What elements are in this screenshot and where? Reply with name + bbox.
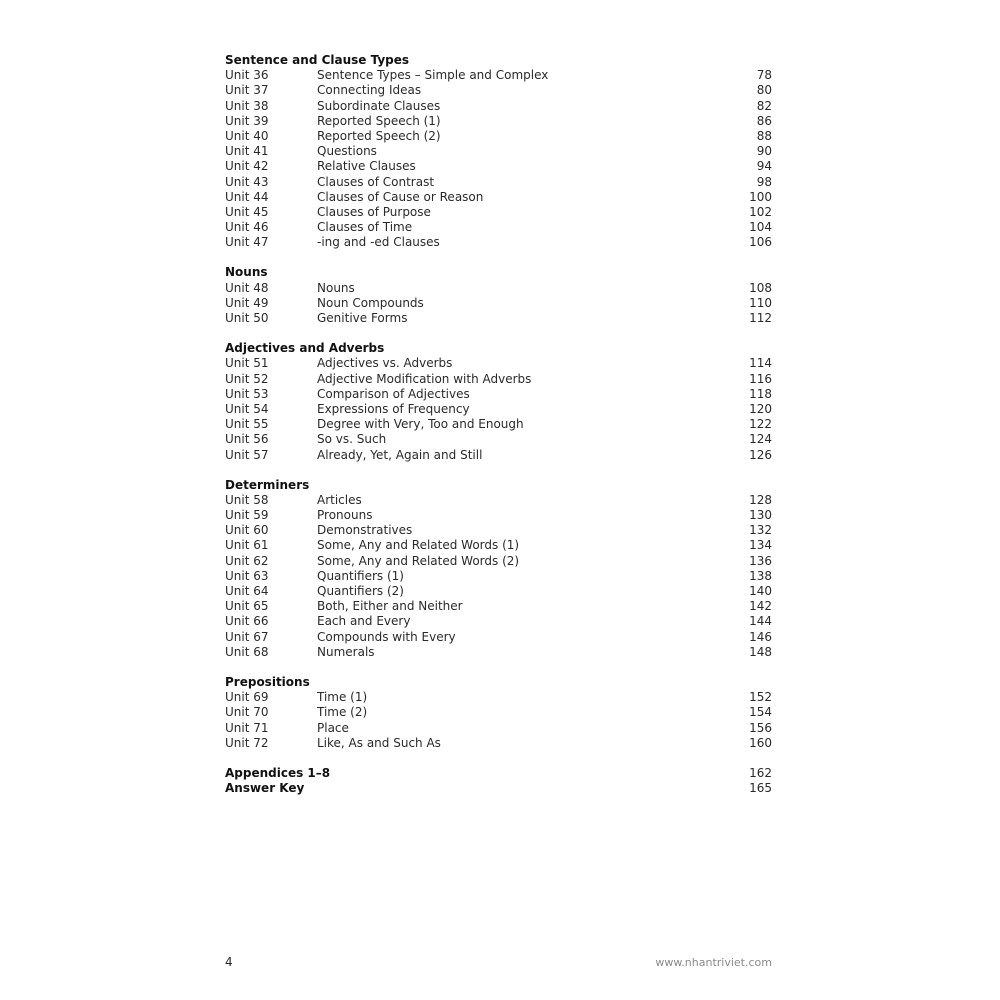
page-number: 110 [749, 295, 772, 310]
toc-entry [225, 129, 772, 144]
page-number: 130 [749, 508, 772, 523]
unit-number: Unit 49 [225, 295, 269, 310]
unit-title: Both, Either and Neither [317, 599, 463, 614]
unit-number: Unit 43 [225, 174, 269, 189]
toc-entry [225, 721, 772, 736]
unit-number: Unit 47 [225, 235, 269, 250]
section-heading: Adjectives and Adverbs [225, 341, 385, 356]
unit-number: Unit 58 [225, 492, 269, 507]
unit-title: Compounds with Every [317, 629, 456, 644]
unit-title: -ing and -ed Clauses [317, 235, 440, 250]
page-number: 100 [749, 189, 772, 204]
toc-entry [225, 296, 772, 311]
toc-entry [225, 311, 772, 326]
unit-title: Clauses of Purpose [317, 204, 431, 219]
unit-number: Unit 41 [225, 144, 269, 159]
page-number: 136 [749, 553, 772, 568]
unit-number: Unit 64 [225, 584, 269, 598]
unit-number: Unit 71 [225, 720, 269, 735]
unit-title: Sentence Types – Simple and Complex [317, 68, 549, 83]
unit-number: Unit 48 [225, 280, 269, 295]
page-number: 120 [749, 401, 772, 416]
unit-number: Unit 57 [225, 447, 269, 462]
unit-title: Questions [317, 144, 377, 159]
unit-number: Unit 40 [225, 128, 269, 143]
section-heading: Sentence and Clause Types [225, 53, 410, 67]
unit-number: Unit 65 [225, 599, 269, 614]
toc-entry [225, 630, 772, 645]
unit-title: Reported Speech (1) [317, 113, 441, 128]
unit-title: Adjective Modification with Adverbs [317, 371, 532, 386]
unit-number: Unit 37 [225, 83, 269, 98]
unit-title: Quantifiers (1) [317, 568, 404, 583]
toc-entry [225, 599, 772, 614]
unit-number: Unit 36 [225, 68, 269, 83]
unit-title: Clauses of Cause or Reason [317, 189, 484, 204]
unit-title: Adjectives vs. Adverbs [317, 356, 453, 371]
page-number: 152 [749, 690, 772, 705]
unit-title: Subordinate Clauses [317, 98, 441, 113]
unit-title: Clauses of Contrast [317, 174, 435, 189]
toc-entry [225, 569, 772, 584]
unit-number: Unit 55 [225, 417, 269, 432]
footer-page-number: 4 [225, 955, 233, 969]
page-number: 156 [749, 720, 772, 735]
page-number: 134 [749, 538, 772, 553]
section-heading: Determiners [225, 477, 310, 492]
page-number: 86 [756, 113, 772, 128]
page-number: 165 [749, 781, 772, 796]
page-number: 160 [749, 735, 772, 750]
unit-number: Unit 54 [225, 401, 269, 416]
toc-section [225, 341, 772, 463]
page-number: 112 [749, 311, 772, 325]
unit-title: So vs. Such [317, 432, 387, 447]
section-heading: Prepositions [225, 674, 310, 689]
page-number: 126 [749, 447, 772, 462]
unit-title: Like, As and Such As [317, 735, 441, 750]
page-number: 140 [749, 584, 772, 598]
toc-entry [225, 281, 772, 296]
unit-title: Time (2) [317, 705, 368, 720]
toc-section [225, 53, 772, 250]
page-number: 162 [749, 765, 772, 780]
unit-title: Numerals [317, 644, 375, 659]
unit-number: Unit 46 [225, 220, 269, 235]
toc-entry [225, 68, 772, 83]
section-heading: Nouns [225, 265, 268, 280]
unit-title: Pronouns [317, 508, 373, 523]
unit-title: Each and Every [317, 614, 411, 629]
unit-title: Already, Yet, Again and Still [317, 447, 483, 462]
toc-entry [225, 705, 772, 720]
unit-number: Unit 63 [225, 568, 269, 583]
unit-number: Unit 59 [225, 508, 269, 523]
toc-end-matter [225, 766, 772, 796]
toc-entry [225, 523, 772, 538]
toc-entry [225, 372, 772, 387]
end-matter-title: Answer Key [225, 781, 305, 796]
page-number: 124 [749, 432, 772, 447]
unit-title: Quantifiers (2) [317, 584, 404, 598]
unit-title: Place [317, 720, 349, 735]
page-number: 102 [749, 204, 772, 219]
toc-entry [225, 99, 772, 114]
toc-section [225, 675, 772, 751]
page-number: 132 [749, 523, 772, 538]
page-number: 80 [756, 83, 772, 98]
unit-title: Comparison of Adjectives [317, 386, 470, 401]
unit-number: Unit 62 [225, 553, 269, 568]
unit-number: Unit 61 [225, 538, 269, 553]
toc-entry [225, 190, 772, 205]
table-of-contents [225, 53, 772, 811]
page-number: 122 [749, 417, 772, 432]
page-number: 98 [756, 174, 772, 189]
toc-entry [225, 356, 772, 371]
toc-entry [225, 554, 772, 569]
toc-entry [225, 493, 772, 508]
toc-entry [225, 508, 772, 523]
page-number: 154 [749, 705, 772, 720]
toc-entry [225, 432, 772, 447]
unit-number: Unit 39 [225, 113, 269, 128]
unit-number: Unit 51 [225, 356, 269, 371]
unit-number: Unit 50 [225, 311, 269, 325]
toc-entry [225, 645, 772, 660]
toc-entry [225, 83, 772, 98]
toc-entry [225, 114, 772, 129]
page-number: 138 [749, 568, 772, 583]
unit-title: Demonstratives [317, 523, 413, 538]
unit-title: Connecting Ideas [317, 83, 422, 98]
toc-entry [225, 690, 772, 705]
unit-title: Genitive Forms [317, 311, 408, 325]
unit-number: Unit 68 [225, 644, 269, 659]
unit-number: Unit 60 [225, 523, 269, 538]
page-number: 82 [756, 98, 772, 113]
page-number: 114 [749, 356, 772, 371]
unit-number: Unit 53 [225, 386, 269, 401]
toc-entry [225, 417, 772, 432]
page-number: 144 [749, 614, 772, 629]
unit-number: Unit 70 [225, 705, 269, 720]
page-number: 94 [756, 159, 772, 174]
page-number: 108 [749, 280, 772, 295]
unit-number: Unit 66 [225, 614, 269, 629]
unit-number: Unit 69 [225, 690, 269, 705]
toc-entry [225, 159, 772, 174]
unit-number: Unit 45 [225, 204, 269, 219]
toc-entry [225, 736, 772, 751]
toc-entry [225, 175, 772, 190]
page-number: 88 [756, 128, 772, 143]
unit-title: Noun Compounds [317, 295, 424, 310]
unit-number: Unit 67 [225, 629, 269, 644]
end-matter-title: Appendices 1–8 [225, 765, 331, 780]
unit-title: Articles [317, 492, 362, 507]
unit-title: Time (1) [317, 690, 368, 705]
page-number: 116 [749, 371, 772, 386]
unit-title: Some, Any and Related Words (1) [317, 538, 520, 553]
toc-entry [225, 205, 772, 220]
unit-title: Expressions of Frequency [317, 401, 470, 416]
unit-number: Unit 42 [225, 159, 269, 174]
unit-title: Reported Speech (2) [317, 128, 441, 143]
unit-number: Unit 52 [225, 371, 269, 386]
unit-number: Unit 38 [225, 98, 269, 113]
unit-number: Unit 72 [225, 735, 269, 750]
unit-title: Degree with Very, Too and Enough [317, 417, 524, 432]
unit-title: Relative Clauses [317, 159, 416, 174]
toc-end-entry [225, 781, 772, 796]
footer-website: www.nhantriviet.com [655, 956, 772, 969]
page-number: 106 [749, 235, 772, 250]
page-number: 146 [749, 629, 772, 644]
page-number: 78 [756, 68, 772, 83]
page-number: 104 [749, 220, 772, 235]
page-number: 128 [749, 492, 772, 507]
toc-entry [225, 235, 772, 250]
unit-title: Nouns [317, 280, 355, 295]
page-number: 148 [749, 644, 772, 659]
toc-entry [225, 387, 772, 402]
toc-end-entry [225, 766, 772, 781]
toc-entry [225, 538, 772, 553]
toc-entry [225, 402, 772, 417]
unit-number: Unit 44 [225, 189, 269, 204]
page-number: 90 [756, 144, 772, 159]
toc-entry [225, 614, 772, 629]
toc-entry [225, 584, 772, 599]
page-number: 118 [749, 386, 772, 401]
toc-entry [225, 220, 772, 235]
toc-entry [225, 144, 772, 159]
unit-number: Unit 56 [225, 432, 269, 447]
unit-title: Clauses of Time [317, 220, 413, 235]
page-number: 142 [749, 599, 772, 614]
toc-entry [225, 448, 772, 463]
unit-title: Some, Any and Related Words (2) [317, 553, 520, 568]
toc-section [225, 478, 772, 660]
toc-section [225, 265, 772, 326]
